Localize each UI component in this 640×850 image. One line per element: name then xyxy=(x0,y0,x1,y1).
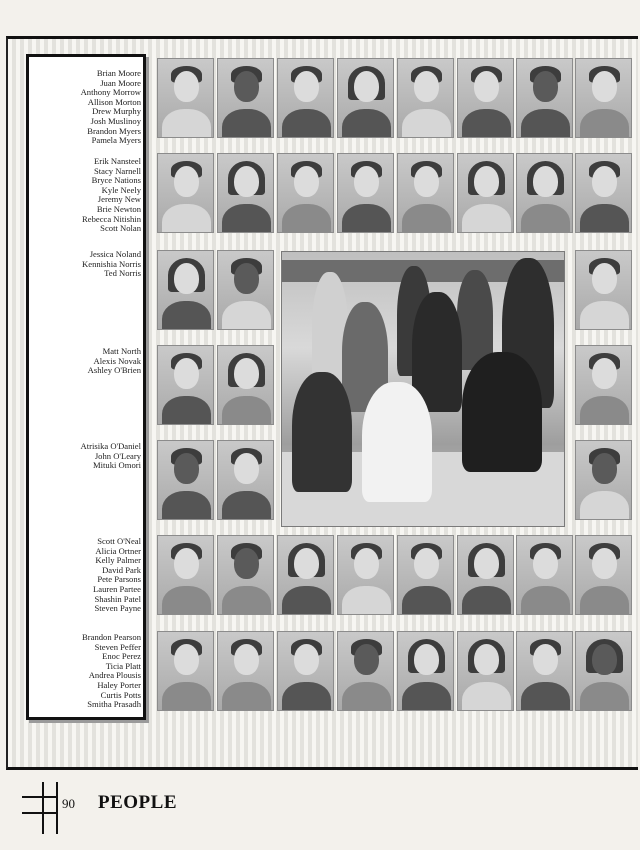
student-portrait xyxy=(575,345,632,425)
footer-rule xyxy=(22,796,56,798)
student-name: Drew Murphy xyxy=(92,106,141,117)
student-portrait xyxy=(516,153,573,233)
student-name: John O'Leary xyxy=(94,450,141,461)
student-name: Matt North xyxy=(102,346,141,356)
student-name: Steven Payne xyxy=(94,603,141,614)
student-name: Scott Nolan xyxy=(100,223,141,234)
student-portrait xyxy=(157,58,214,138)
student-portrait xyxy=(217,153,274,233)
footer-rule xyxy=(22,812,56,814)
student-name: Steven Peffer xyxy=(94,641,141,652)
student-portrait xyxy=(575,535,632,615)
student-portrait xyxy=(157,535,214,615)
student-name: Enoc Perez xyxy=(102,651,141,662)
student-name: Curtis Potts xyxy=(100,689,141,700)
student-name: Ted Norris xyxy=(104,268,141,279)
student-portrait xyxy=(277,631,334,711)
page-number: 90 xyxy=(62,796,75,811)
student-portrait xyxy=(157,345,214,425)
student-name: Kyle Neely xyxy=(101,184,141,195)
student-name: Anthony Morrow xyxy=(80,87,141,98)
student-portrait xyxy=(217,440,274,520)
student-name: Jeremy New xyxy=(97,194,141,205)
student-portrait xyxy=(575,631,632,711)
student-name: Kennishia Norris xyxy=(82,258,141,269)
student-portrait xyxy=(516,535,573,615)
student-portrait xyxy=(157,250,214,330)
student-portrait xyxy=(397,631,454,711)
student-portrait xyxy=(397,535,454,615)
student-name: Allison Morton xyxy=(87,96,141,107)
student-portrait xyxy=(217,58,274,138)
student-name: Stacy Narnell xyxy=(93,165,141,176)
names-panel xyxy=(26,54,146,720)
student-name: Josh Muslinoy xyxy=(90,115,141,126)
student-portrait xyxy=(575,440,632,520)
student-name: Ashley O'Brien xyxy=(87,365,141,376)
student-name: Bryce Nations xyxy=(91,175,141,186)
student-portrait xyxy=(457,631,514,711)
student-portrait xyxy=(575,250,632,330)
student-name: Brie Newton xyxy=(96,203,141,214)
student-name: Atrisika O'Daniel xyxy=(80,441,141,451)
student-name: David Park xyxy=(102,564,141,575)
student-name: Kelly Palmer xyxy=(95,555,141,566)
student-name: Alexis Novak xyxy=(93,355,141,366)
name-group-row2 xyxy=(29,157,141,234)
student-portrait xyxy=(575,153,632,233)
student-portrait xyxy=(217,250,274,330)
student-portrait xyxy=(277,153,334,233)
student-name: Scott O'Neal xyxy=(97,536,141,546)
candid-group-photo xyxy=(281,251,565,527)
student-portrait xyxy=(217,535,274,615)
student-portrait xyxy=(157,153,214,233)
student-portrait xyxy=(337,631,394,711)
student-portrait xyxy=(516,631,573,711)
student-portrait xyxy=(337,153,394,233)
student-name: Juan Moore xyxy=(100,77,141,88)
student-portrait xyxy=(397,153,454,233)
student-name: Brian Moore xyxy=(96,68,141,78)
student-name: Erik Nansteel xyxy=(93,156,141,166)
student-portrait xyxy=(575,58,632,138)
student-portrait xyxy=(516,58,573,138)
footer-rule xyxy=(42,782,44,834)
student-name: Haley Porter xyxy=(97,679,141,690)
student-name: Jessica Noland xyxy=(89,249,141,259)
name-group-row3 xyxy=(29,250,141,279)
student-name: Pete Parsons xyxy=(97,574,141,585)
student-portrait xyxy=(337,535,394,615)
name-group-row1 xyxy=(29,69,141,146)
student-portrait xyxy=(217,345,274,425)
student-portrait xyxy=(157,440,214,520)
student-name: Lauren Partee xyxy=(93,583,141,594)
student-name: Ticia Platt xyxy=(105,660,141,671)
footer-rule xyxy=(56,782,58,834)
name-group-row7 xyxy=(29,633,141,710)
student-portrait xyxy=(457,58,514,138)
name-group-row4 xyxy=(29,347,141,376)
student-name: Smitha Prasadh xyxy=(87,699,141,710)
student-name: Alicia Ortner xyxy=(95,545,141,556)
section-title: PEOPLE xyxy=(98,792,178,813)
student-portrait xyxy=(337,58,394,138)
student-name: Rebecca Nitishin xyxy=(82,213,141,224)
student-portrait xyxy=(277,58,334,138)
name-group-row5 xyxy=(29,442,141,471)
student-portrait xyxy=(397,58,454,138)
student-name: Pamela Myers xyxy=(91,135,141,146)
student-name: Brandon Myers xyxy=(87,125,141,136)
student-portrait xyxy=(217,631,274,711)
student-name: Andrea Plousis xyxy=(88,670,141,681)
name-group-row6 xyxy=(29,537,141,614)
student-portrait xyxy=(457,535,514,615)
student-portrait xyxy=(277,535,334,615)
student-name: Mituki Omori xyxy=(93,460,141,471)
student-name: Brandon Pearson xyxy=(82,632,141,642)
student-name: Shashin Patel xyxy=(94,593,141,604)
student-portrait xyxy=(157,631,214,711)
student-portrait xyxy=(457,153,514,233)
